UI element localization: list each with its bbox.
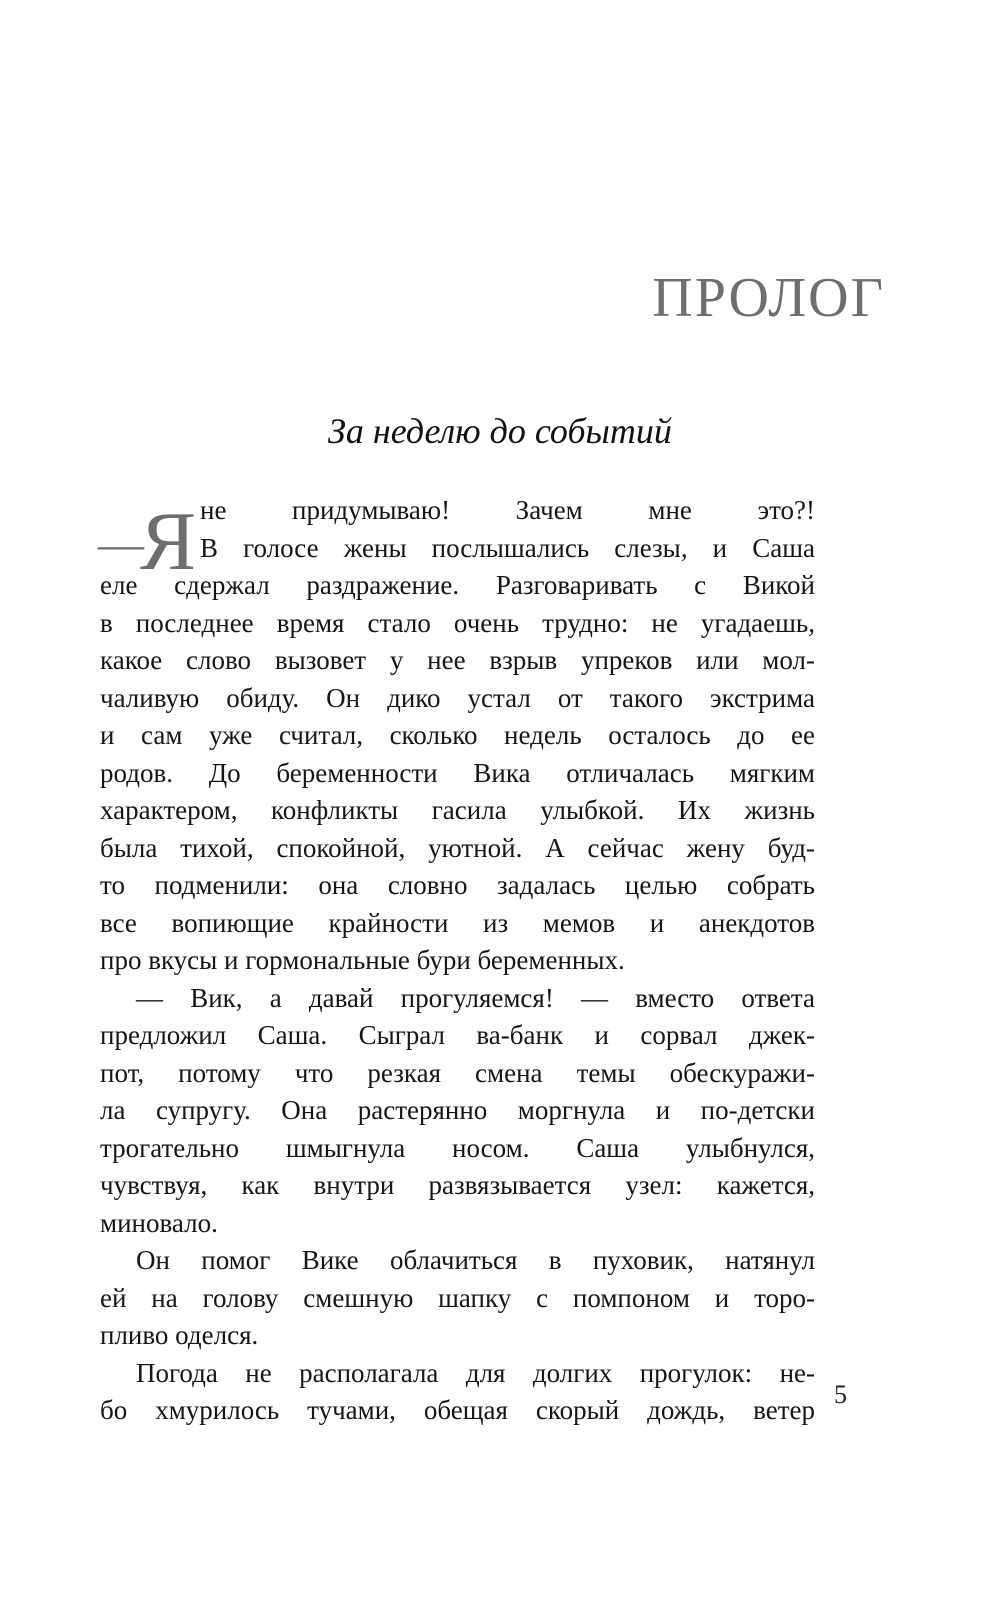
text-line: предложил Саша. Сыграл ва-банк и сорвал джек- bbox=[100, 1020, 815, 1050]
text-line: не придумываю! Зачем мне это?! bbox=[200, 495, 815, 525]
text-line: Погода не располагала для долгих прогулок: не- bbox=[136, 1357, 815, 1388]
text-line: про вкусы и гормональные бури беременных. bbox=[100, 945, 625, 975]
text-line: Он помог Вике облачиться в пуховик, натянул bbox=[136, 1245, 815, 1275]
paragraph bbox=[100, 1355, 815, 1430]
text-line: ей на голову смешную шапку с помпоном и торо- bbox=[100, 1282, 815, 1313]
text-line: пливо оделся. bbox=[100, 1320, 259, 1350]
text-line: ла супругу. Она растерянно моргнула и по-детски bbox=[100, 1095, 815, 1125]
text-line: была тихой, спокойной, уютной. А сейчас жену буд- bbox=[100, 832, 815, 863]
text-line: бо хмурилось тучами, обещая скорый дождь, ветер bbox=[100, 1395, 815, 1425]
text-line: — Вик, а давай прогуляемся! — вместо ответа bbox=[136, 982, 815, 1013]
text-line: все вопиющие крайности из мемов и анекдотов bbox=[100, 907, 815, 938]
text-line: чувствуя, как внутри развязывается узел: кажется, bbox=[100, 1170, 815, 1200]
paragraph bbox=[100, 567, 815, 980]
drop-cap-dash: — bbox=[98, 518, 144, 569]
text-line: характером, конфликты гасила улыбкой. Их жизнь bbox=[100, 795, 815, 825]
text-line: трогательно шмыгнула носом. Саша улыбнулся, bbox=[100, 1132, 815, 1163]
text-line: чаливую обиду. Он дико устал от такого экстрима bbox=[100, 682, 815, 713]
text-line: еле сдержал раздражение. Разговаривать с Викой bbox=[100, 570, 815, 600]
chapter-subtitle: За неделю до событий bbox=[328, 411, 672, 451]
body-text bbox=[100, 492, 815, 1430]
text-line: в последнее время стало очень трудно: не угадаешь, bbox=[100, 607, 815, 638]
text-line: родов. До беременности Вика отличалась мягким bbox=[100, 757, 815, 788]
text-line: то подменили: она словно задалась целью собрать bbox=[100, 870, 815, 900]
text-line: В голосе жены послышались слезы, и Саша bbox=[200, 532, 815, 563]
chapter-title: ПРОЛОГ bbox=[652, 267, 885, 329]
drop-cap-letter: Я bbox=[140, 495, 197, 588]
text-line: пот, потому что резкая смена темы обескуражи- bbox=[100, 1057, 815, 1088]
page-number: 5 bbox=[834, 1380, 847, 1409]
text-line: какое слово вызовет у нее взрыв упреков или мол- bbox=[100, 645, 815, 675]
text-line: и сам уже считал, сколько недель осталось до ее bbox=[100, 720, 815, 750]
paragraph bbox=[100, 980, 815, 1243]
text-line: миновало. bbox=[100, 1207, 218, 1238]
paragraph bbox=[100, 1242, 815, 1355]
